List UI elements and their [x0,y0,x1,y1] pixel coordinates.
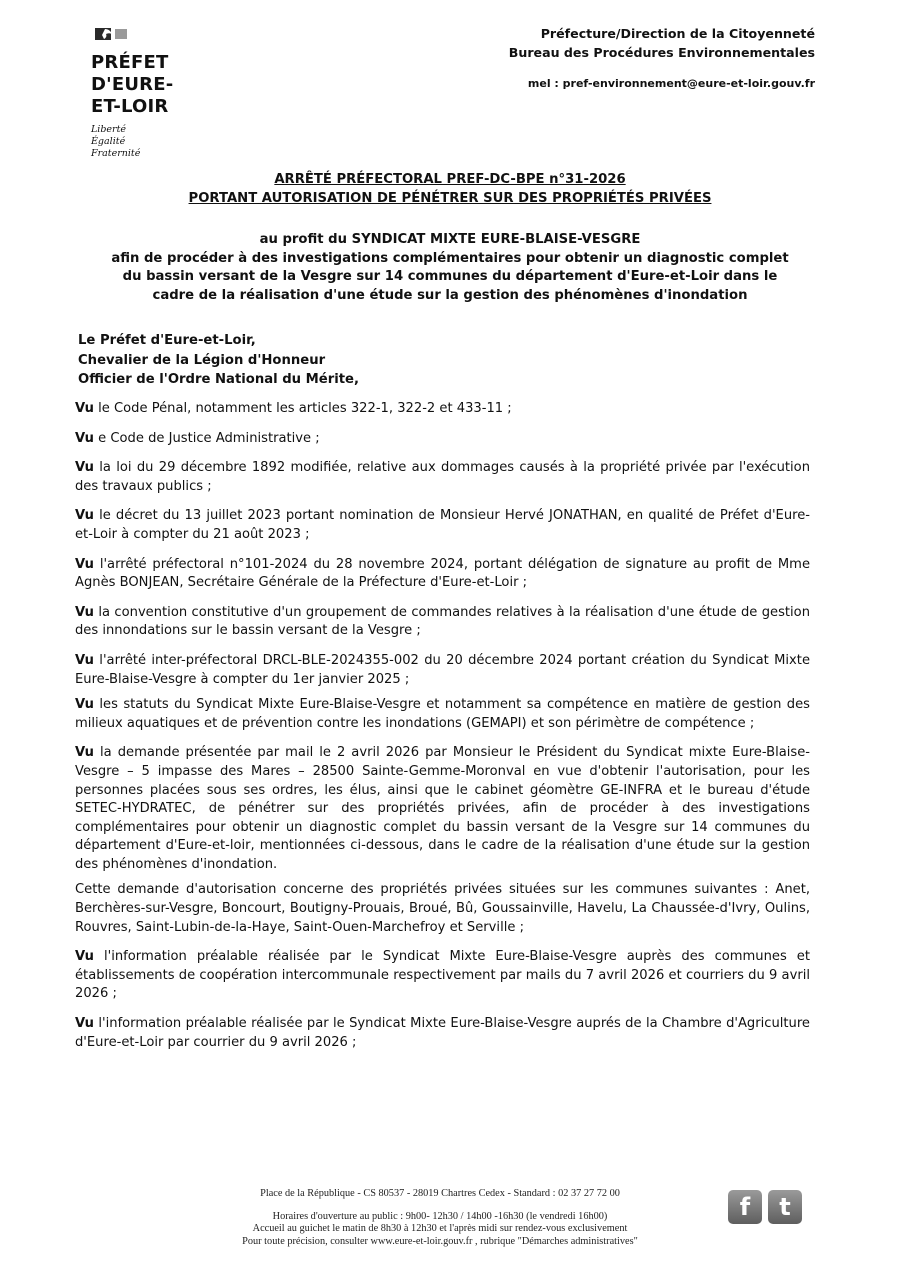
marianne-logo-icon [91,26,133,42]
devise: Liberté Égalité Fraternité [91,124,141,159]
title-line-2: PORTANT AUTORISATION DE PÉNÉTRER SUR DES PROPRIÉTÉS PRIVÉES [188,191,712,206]
vu-label: Vu [75,508,94,524]
vu-label: Vu [75,745,94,761]
document-title [60,170,840,208]
service-line-1: Préfecture/Direction de la Citoyenneté [540,26,815,41]
considerant: Vu les statuts du Syndicat Mixte Eure-Blaise-Vesgre et notamment sa compétence en matière de gestion des milieux aquatiques et de prévention contre les inondations (GEMAPI) et son périmètre de compétence ; [75,697,810,731]
signatory [78,331,359,390]
footer-address: Place de la République - CS 80537 - 28019 Chartres Cedex - Standard : 02 37 27 72 00 [260,1188,620,1199]
considerant: Vu l'arrêté préfectoral n°101-2024 du 28 novembre 2024, portant délégation de signature au profit de Mme Agnès BONJEAN, Secrétaire Générale de la Préfecture d'Eure-et-Loir ; [75,556,810,591]
communes-paragraph: Cette demande d'autorisation concerne des propriétés privées situées sur les communes suivantes : Anet, Berchères-sur-Vesgre, Boncourt, Boutigny-Prouais, Broué, Bû, Goussainville, Havelu, La Chaussée-d'Ivry, Oulins, Rouvres, Saint-Lubin-de-la-Haye, Saint-Ouen-Marchefroy et Serville ; [75,882,810,935]
subtitle-line-1: au profit du SYNDICAT MIXTE EURE-BLAISE-VESGRE [259,232,641,247]
considerant: Vu l'information préalable réalisée par le Syndicat Mixte Eure-Blaise-Vesgre auprès des communes et établissements de coopération intercommunale respectivement par mails du 7 avril 2026 et courriers du 9 avril 2026 ; [75,949,810,1002]
footer-hours: Horaires d'ouverture au public : 9h00- 12h30 / 14h00 -16h30 (le vendredi 16h00) [272,1210,608,1222]
signatory-line-2: Chevalier de la Légion d'Honneur [78,352,326,368]
considerant: Vu e Code de Justice Administrative ; [75,430,320,446]
signatory-line-1: Le Préfet d'Eure-et-Loir, [78,333,256,348]
considerant: Vu la demande présentée par mail le 2 avril 2026 par Monsieur le Président du Syndicat mixte Eure-Blaise-Vesgre – 5 impasse des Mares – 28500 Sainte-Gemme-Moronval en vue d'obtenir l'autorisation, pour les personnes placées sous ses ordres, les élus, ainsi que le cabinet géomètre GE-INFRA et le bureau d'étude SETEC-HYDRATEC, de pénétrer sur des propriétés privées, afin de procéder à des investigations complémentaires pour obtenir un diagnostic complet du bassin versant de la Vesgre sur 14 communes du département d'Eure-et-loir, mentionnées ci-dessous, dans le cadre de la réalisation d'une étude sur la gestion des phénomènes d'inondation. [75,745,810,872]
subtitle-line-2: afin de procéder à des investigations complémentaires pour obtenir un diagnostic complet [111,250,789,266]
vu-label: Vu [75,556,94,572]
subtitle-line-4: cadre de la réalisation d'une étude sur la gestion des phénomènes d'inondation [152,287,748,303]
twitter-icon[interactable]: t [768,1190,802,1224]
title-line-1: ARRÊTÉ PRÉFECTORAL PREF-DC-BPE n°31-2026 [274,172,626,187]
footer-info: Pour toute précision, consulter www.eure-et-loir.gouv.fr , rubrique "Démarches administratives" [242,1235,638,1247]
document-subtitle [60,231,840,305]
footer-hours-guichet: Accueil au guichet le matin de 8h30 à 12h30 et l'après midi sur rendez-vous exclusivement [252,1223,628,1234]
prefecture-logo [91,26,211,160]
facebook-icon[interactable]: f [728,1190,762,1224]
considerant: Vu le Code Pénal, notamment les articles 322-1, 322-2 et 433-11 ; [75,401,512,416]
vu-label: Vu [75,652,94,668]
vu-label: Vu [75,697,94,713]
vu-label: Vu [75,1016,94,1032]
considerant: Vu le décret du 13 juillet 2023 portant nomination de Monsieur Hervé JONATHAN, en qualité de Préfet d'Eure-et-Loir à compter du 21 août 2023 ; [75,508,810,542]
considerant: Vu la loi du 29 décembre 1892 modifiée, relative aux dommages causés à la propriété privée par l'exécution des travaux publics ; [75,460,810,494]
social-links [728,1190,802,1224]
prefet-name: PRÉFET D'EURE- ET-LOIR [91,52,174,117]
footer [180,1188,700,1248]
vu-label: Vu [75,460,94,476]
issuing-service [509,24,815,62]
contact-mail: mel : pref-environnement@eure-et-loir.gouv.fr [527,77,815,90]
considerants-list [75,400,810,1063]
signatory-line-3: Officier de l'Ordre National du Mérite, [78,372,360,387]
vu-label: Vu [75,604,94,620]
subtitle-line-3: du bassin versant de la Vesgre sur 14 communes du département d'Eure-et-Loir dans le [122,269,778,284]
considerant: Vu l'arrêté inter-préfectoral DRCL-BLE-2024355-002 du 20 décembre 2024 portant création du Syndicat Mixte Eure-Blaise-Vesgre à compter du 1er janvier 2025 ; [75,652,810,687]
considerant: Vu l'information préalable réalisée par le Syndicat Mixte Eure-Blaise-Vesgre auprés de la Chambre d'Agriculture d'Eure-et-Loir par courrier du 9 avril 2026 ; [75,1016,810,1050]
service-line-2: Bureau des Procédures Environnementales [508,45,815,60]
vu-label: Vu [75,430,94,446]
considerant: Vu la convention constitutive d'un groupement de commandes relatives à la réalisation d'une étude de gestion des innondations sur le bassin versant de la Vesgre ; [75,604,810,639]
vu-label: Vu [75,401,94,416]
vu-label: Vu [75,949,94,965]
